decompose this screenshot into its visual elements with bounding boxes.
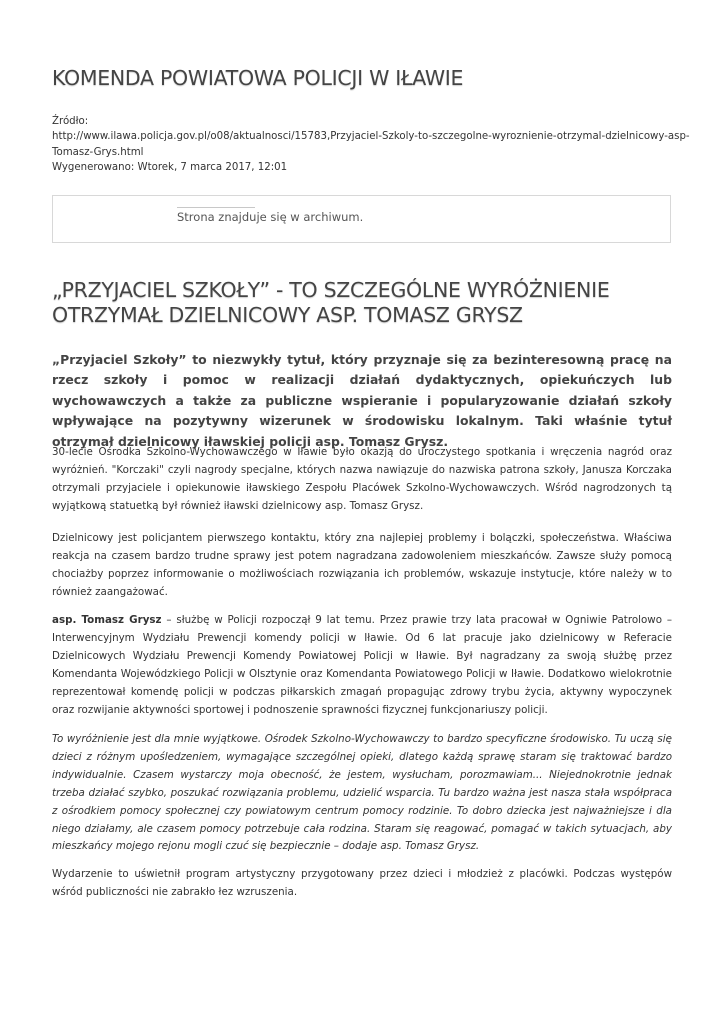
- officer-bio: – służbę w Policji rozpoczął 9 lat temu. Przez prawie trzy lata pracował w Ogniwie Patrolowo – Interwencyjnym Wydziału Prewencji komendy policji w Iławie. Od 6 lat pracuje jako dzielnicowy w Referacie Dzielnicowych Wydziału Prewencji Komendy Powiatowej Policji w Iławie. Był nagradzany za swoją służbę przez Komendanta Wojewódzkiego Policji w Olsztynie oraz Komendanta Powiatowego Policji w Iławie. Dodatkowo wielokrotnie reprezentował komendę policji w podczas piłkarskich zmagań propagując zdrowy trybu życia, aktywny wypoczynek oraz rozwijanie aktywności sportowej i podnoszenie sprawności fizycznej funkcjonariuszy policji.: [52, 614, 672, 716]
- article-title: „PRZYJACIEL SZKOŁY” - TO SZCZEGÓLNE WYRÓŻNIENIE OTRZYMAŁ DZIELNICOWY ASP. TOMASZ GRYSZ: [52, 278, 610, 327]
- article-lead: „Przyjaciel Szkoły” to niezwykły tytuł, który przyznaje się za bezinteresowną pracę na rzecz szkoły i pomoc w realizacji działań dydaktycznych, opiekuńczych lub wychowawczych a także za publiczne wspieranie i popularyzowanie działań szkoły wpływające na pozytywny wizerunek w środowisku lokalnym. Taki właśnie tytuł otrzymał dzielnicowy iławskiej policji asp. Tomasz Grysz.: [52, 352, 672, 449]
- article-paragraph-3: [52, 612, 672, 719]
- source-label: Źródło:: [52, 116, 89, 127]
- archive-notice-box: [52, 195, 671, 243]
- officer-name: asp. Tomasz Grysz: [52, 614, 162, 626]
- article-paragraph-5: Wydarzenie to uświetnił program artystyczny przygotowany przez dzieci i młodzież z placówki. Podczas występów wśród publiczności nie zabrakło łez wzruszenia.: [52, 868, 672, 898]
- source-url-line-2: Tomasz-Grys.html: [52, 146, 144, 158]
- article-paragraph-2: Dzielnicowy jest policjantem pierwszego kontaktu, który zna najlepiej problemy i bolączki, społeczeństwa. Właściwa reakcja na czasem bardzo trudne sprawy jest potem nagradzana zadowoleniem mieszkańców. Zawsze służy pomocą chociażby poprzez informowanie o możliwościach rozwiązania ich problemów, wskazuje instytucje, które należy w to również zaangażować.: [52, 532, 672, 598]
- officer-quote: To wyróżnienie jest dla mnie wyjątkowe. Ośrodek Szkolno-Wychowawczy to bardzo specyficzne środowisko. Tu uczą się dzieci z różnym upośledzeniem, wymagające szczególnej opieki, dlatego każdą sprawę staram się traktować bardzo indywidualnie. Czasem wystarczy moja obecność, że jestem, wysłucham, porozmawiam... Niejednokrotnie jednak trzeba działać szybko, poszukać rozwiązania problemu, udzielić wsparcia. Tu bardzo ważna jest nasza stała współpraca z ośrodkiem pomocy społecznej czy powiatowym centrum pomocy rodzinie. To dobro dziecka jest najważniejsze i dla niego działamy, ale czasem pomocy potrzebuje cała rodzina. Staram się reagować, pomagać w takich sytuacjach, aby mieszkańcy mojego rejonu mogli czuć się bezpiecznie – dodaje asp. Tomasz Grysz.: [52, 733, 672, 853]
- source-block: [52, 114, 690, 176]
- generated-date: Wygenerowano: Wtorek, 7 marca 2017, 12:01: [52, 162, 288, 174]
- site-title: KOMENDA POWIATOWA POLICJI W IŁAWIE: [52, 66, 464, 90]
- archive-note: Strona znajduje się w archiwum.: [177, 210, 364, 224]
- archive-divider: [177, 207, 255, 208]
- article-paragraph-1: 30-lecie Ośrodka Szkolno-Wychowawczego w Iławie było okazją do uroczystego spotkania i wręczenia nagród oraz wyróżnień. "Korczaki" czyli nagrody specjalne, których nazwa nawiązuje do nazwiska patrona szkoły, Janusza Korczaka otrzymali przyjaciele i opiekunowie iławskiego Zespołu Placówek Szkolno-Wychowawczych. Wśród nagrodzonych tą wyjątkową statuetką był również iławski dzielnicowy asp. Tomasz Grysz.: [52, 446, 672, 512]
- source-url-line-1: http://www.ilawa.policja.gov.pl/o08/aktualnosci/15783,Przyjaciel-Szkoly-to-szczegolne-wyroznienie-otrzymal-dzielnicowy-asp-: [52, 131, 690, 143]
